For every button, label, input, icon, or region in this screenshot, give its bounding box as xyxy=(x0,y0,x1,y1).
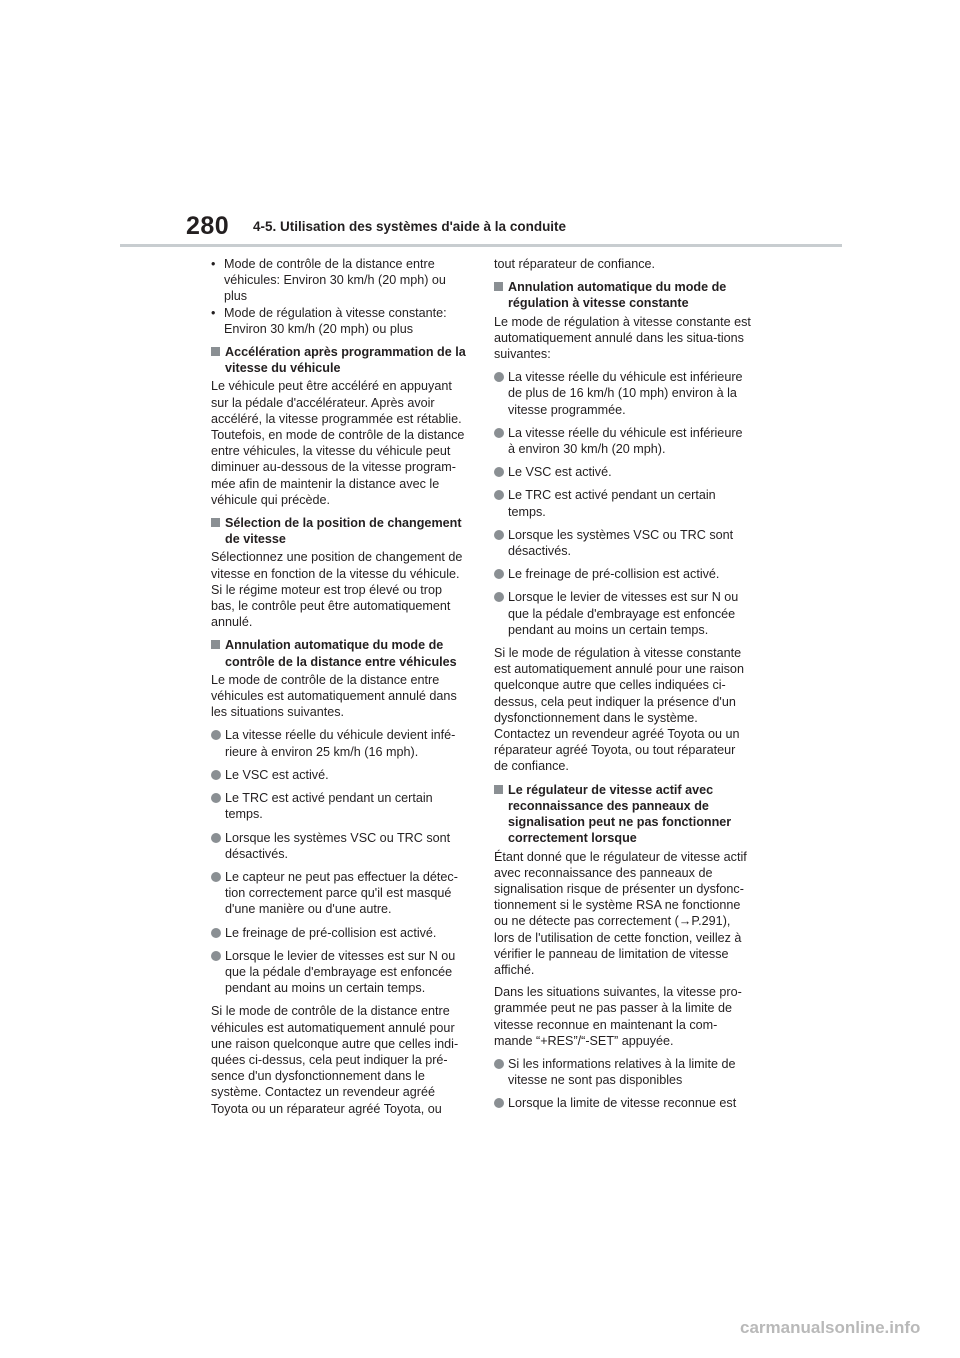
list-item: Le capteur ne peut pas effectuer la détec-tion correctement parce qu'il est masqué d'une manière ou d'une autre. xyxy=(211,869,469,918)
paragraph: Si le mode de régulation à vitesse constante est automatiquement annulé pour une raison quelconque autre que celles indiquées ci-dessus, cela peut indiquer la présence d'un dysfonctionnement dans le système. Contactez un revendeur agréé Toyota ou un réparateur agréé Toyota, ou tout réparateur de confiance. xyxy=(494,646,744,774)
section-heading: Sélection de la position de changement de vitesse xyxy=(211,515,469,547)
circle-bullet-icon xyxy=(494,490,504,500)
list-item: La vitesse réelle du véhicule est inférieure de plus de 16 km/h (10 mph) environ à la vitesse programmée. xyxy=(494,369,752,418)
page-number: 280 xyxy=(186,212,230,240)
circle-bullet-icon xyxy=(494,1098,504,1108)
list-item: La vitesse réelle du véhicule devient infé-rieure à environ 25 km/h (16 mph). xyxy=(211,727,469,759)
square-bullet-icon xyxy=(211,347,220,356)
square-bullet-icon xyxy=(211,518,220,527)
list-item: Si les informations relatives à la limite de vitesse ne sont pas disponibles xyxy=(494,1056,752,1088)
square-bullet-icon xyxy=(494,785,503,794)
section-heading: Accélération après programmation de la vitesse du véhicule xyxy=(211,344,469,376)
section-heading: Le régulateur de vitesse actif avec reconnaissance des panneaux de signalisation peut ne pas fonctionner correctement lorsque xyxy=(494,782,752,847)
list-item: Lorsque le levier de vitesses est sur N ou que la pédale d'embrayage est enfoncée pendant au moins un certain temps. xyxy=(211,948,469,997)
circle-bullet-icon xyxy=(211,793,221,803)
list-item: Le VSC est activé. xyxy=(211,767,469,783)
circle-bullet-icon xyxy=(494,1059,504,1069)
circle-bullet-icon xyxy=(211,833,221,843)
square-bullet-icon xyxy=(211,640,220,649)
section-heading: Annulation automatique du mode de contrôle de la distance entre véhicules xyxy=(211,637,469,669)
circle-bullet-icon xyxy=(211,730,221,740)
list-item: Le freinage de pré-collision est activé. xyxy=(494,566,752,582)
paragraph: tout réparateur de confiance. xyxy=(494,257,656,271)
paragraph: Étant donné que le régulateur de vitesse actif avec reconnaissance des panneaux de signalisation risque de présenter un dysfonc-tionnement si le système RSA ne fonctionne ou ne détecte pas correctement (→P.291), lors de l'utilisation de cette fonction, veillez à vérifier le panneau de limitation de vitesse affiché. xyxy=(494,849,747,977)
list-item: Le VSC est activé. xyxy=(494,464,752,480)
paragraph: Si le mode de contrôle de la distance entre véhicules est automatiquement annulé pour une raison quelconque autre que celles indi-quées ci-dessus, cela peut indiquer la pré-sence d'un dysfonctionnement dans le système. Contactez un revendeur agréé Toyota ou un réparateur agréé Toyota, ou xyxy=(211,1004,459,1116)
circle-bullet-icon xyxy=(211,872,221,882)
circle-bullet-icon xyxy=(494,592,504,602)
paragraph: Le mode de régulation à vitesse constante est automatiquement annulé dans les situa-tions suivantes: xyxy=(494,314,751,362)
paragraph: Le mode de contrôle de la distance entre véhicules est automatiquement annulé dans les situations suivantes. xyxy=(211,672,457,720)
paragraph: Sélectionnez une position de changement de vitesse en fonction de la vitesse du véhicule. Si le régime moteur est trop élevé ou trop bas, le contrôle peut être automatiquement annulé. xyxy=(211,550,463,630)
left-column xyxy=(211,256,469,1123)
circle-bullet-icon xyxy=(494,372,504,382)
circle-bullet-icon xyxy=(494,467,504,477)
circle-bullet-icon xyxy=(494,530,504,540)
list-item: Le freinage de pré-collision est activé. xyxy=(211,925,469,941)
list-item: Lorsque les systèmes VSC ou TRC sont désactivés. xyxy=(211,830,469,862)
right-column xyxy=(494,256,752,1119)
watermark-text: carmanualsonline.info xyxy=(740,1318,921,1337)
section-title: 4-5. Utilisation des systèmes d'aide à la conduite xyxy=(253,219,567,234)
square-bullet-icon xyxy=(494,282,503,291)
paragraph: Dans les situations suivantes, la vitesse pro-grammée peut ne pas passer à la limite de vitesse reconnue en maintenant la com-mande “+RES”/“-SET” appuyée. xyxy=(494,985,742,1048)
circle-bullet-icon xyxy=(211,928,221,938)
list-item: Le TRC est activé pendant un certain temps. xyxy=(211,790,469,822)
circle-bullet-icon xyxy=(494,428,504,438)
paragraph: Le véhicule peut être accéléré en appuyant sur la pédale d'accélérateur. Après avoir accéléré, la vitesse programmée est rétablie. Toutefois, en mode de contrôle de la distance entre véhicules, la vitesse du véhicule peut diminuer au-dessous de la vitesse program-mée afin de maintenir la distance avec le véhicule qui précède. xyxy=(211,379,465,507)
circle-bullet-icon xyxy=(494,569,504,579)
list-item: La vitesse réelle du véhicule est inférieure à environ 30 km/h (20 mph). xyxy=(494,425,752,457)
bullet-dot-icon: • xyxy=(211,305,216,320)
list-item: Lorsque la limite de vitesse reconnue est xyxy=(494,1095,752,1111)
list-item: Lorsque les systèmes VSC ou TRC sont désactivés. xyxy=(494,527,752,559)
intro-item: • Mode de contrôle de la distance entre véhicules: Environ 30 km/h (20 mph) ou plus xyxy=(211,257,446,304)
list-item: Lorsque le levier de vitesses est sur N ou que la pédale d'embrayage est enfoncée pendant au moins un certain temps. xyxy=(494,589,752,638)
list-item: Le TRC est activé pendant un certain temps. xyxy=(494,487,752,519)
section-heading: Annulation automatique du mode de régulation à vitesse constante xyxy=(494,279,752,311)
circle-bullet-icon xyxy=(211,951,221,961)
circle-bullet-icon xyxy=(211,770,221,780)
intro-item: • Mode de régulation à vitesse constante: Environ 30 km/h (20 mph) ou plus xyxy=(211,305,447,336)
header-rule xyxy=(120,244,842,247)
bullet-dot-icon: • xyxy=(211,257,216,271)
